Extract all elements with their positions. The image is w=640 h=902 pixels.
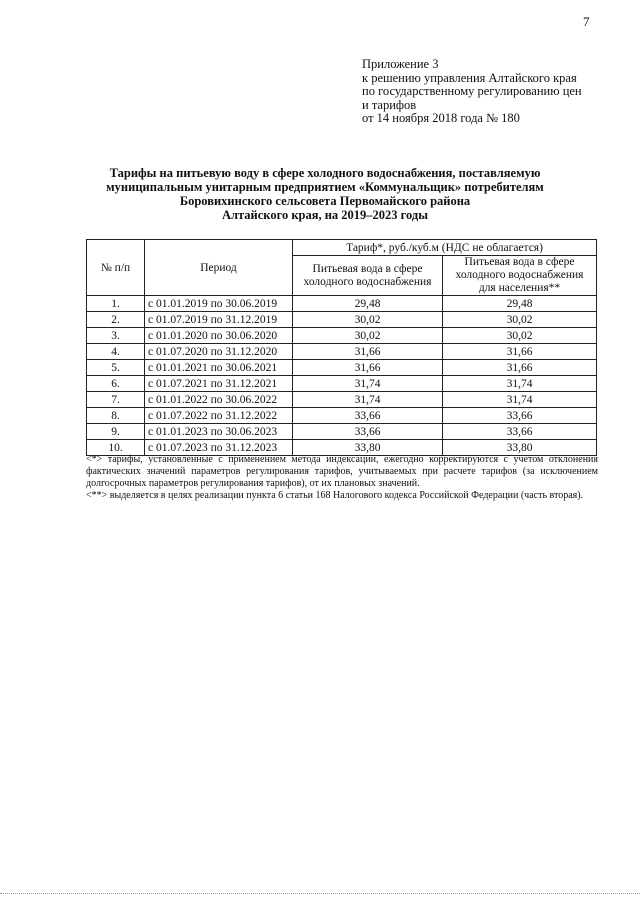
appendix-line: и тарифов [362,97,417,112]
cell-period: с 01.07.2022 по 31.12.2022 [145,408,293,424]
cell-general: 33,80 [293,440,443,456]
header-period: Период [145,240,293,296]
cell-num: 3. [87,328,145,344]
appendix-line: от 14 ноября 2018 года № 180 [362,111,520,125]
cell-general: 33,66 [293,408,443,424]
table-row [87,344,597,360]
document-title [90,166,560,222]
appendix-block [362,58,632,126]
cell-population: 31,74 [443,392,597,408]
cell-num: 5. [87,360,145,376]
table-row [87,408,597,424]
cell-general: 31,66 [293,360,443,376]
cell-num: 2. [87,312,145,328]
table-row [87,296,597,312]
cell-num: 7. [87,392,145,408]
cell-population: 31,66 [443,360,597,376]
cell-general: 33,66 [293,424,443,440]
cell-general: 31,74 [293,376,443,392]
cell-num: 9. [87,424,145,440]
cell-period: с 01.01.2022 по 30.06.2022 [145,392,293,408]
title-line: муниципальным унитарным предприятием «Коммунальщик» потребителям [106,180,544,194]
cell-num: 8. [87,408,145,424]
cell-population: 31,74 [443,376,597,392]
cell-period: с 01.01.2019 по 30.06.2019 [145,296,293,312]
cell-period: с 01.01.2023 по 30.06.2023 [145,424,293,440]
table-body [87,296,597,456]
cell-period: с 01.07.2019 по 31.12.2019 [145,312,293,328]
title-line: Боровихинского сельсовета Первомайского района [179,194,471,208]
cell-general: 30,02 [293,328,443,344]
cell-period: с 01.01.2020 по 30.06.2020 [145,328,293,344]
cell-num: 10. [87,440,145,456]
cell-num: 4. [87,344,145,360]
footnote-2: <**> выделяется в целях реализации пункта 6 статьи 168 Налогового кодекса Российской Федерации (часть вторая). [86,490,584,501]
cell-period: с 01.07.2020 по 31.12.2020 [145,344,293,360]
appendix-line: к решению управления Алтайского края [362,70,577,85]
cell-general: 29,48 [293,296,443,312]
header-tariff-group: Тариф*, руб./куб.м (НДС не облагается) [293,240,597,256]
cell-period: с 01.07.2023 по 31.12.2023 [145,440,293,456]
cell-population: 31,66 [443,344,597,360]
title-line: Алтайского края, на 2019–2023 годы [221,208,429,222]
appendix-line: Приложение 3 [362,57,439,71]
cell-period: с 01.01.2021 по 30.06.2021 [145,360,293,376]
cell-population: 29,48 [443,296,597,312]
cell-general: 30,02 [293,312,443,328]
cell-general: 31,74 [293,392,443,408]
cell-population: 33,66 [443,408,597,424]
cell-population: 33,80 [443,440,597,456]
footnote-1: <*> тарифы, установленные с применением метода индексации, ежегодно корректируются с учетом отклонения фактических значений параметров регулирования тарифов, учитываемых при расчете тарифов (за исключением долгосрочных параметров регулирования тарифов), от их плановых значений. [86,454,598,489]
page-number: 7 [583,14,590,29]
cell-population: 30,02 [443,312,597,328]
table-row [87,392,597,408]
cell-num: 6. [87,376,145,392]
table-row [87,376,597,392]
table-row [87,360,597,376]
cell-population: 30,02 [443,328,597,344]
header-general: Питьевая вода в сфере холодного водоснабжения [293,256,443,296]
table-row [87,312,597,328]
header-num: № п/п [87,240,145,296]
cell-population: 33,66 [443,424,597,440]
header-population: Питьевая вода в сфере холодного водоснабжения для населения** [443,256,597,296]
table-row [87,424,597,440]
cell-general: 31,66 [293,344,443,360]
cell-num: 1. [87,296,145,312]
title-line: Тарифы на питьевую воду в сфере холодного водоснабжения, поставляемую [109,166,541,180]
appendix-line: по государственному регулированию цен [362,84,582,98]
page-bottom-divider [0,893,640,894]
cell-period: с 01.07.2021 по 31.12.2021 [145,376,293,392]
table-row [87,328,597,344]
tariff-table [86,239,597,456]
footnotes [86,454,598,502]
